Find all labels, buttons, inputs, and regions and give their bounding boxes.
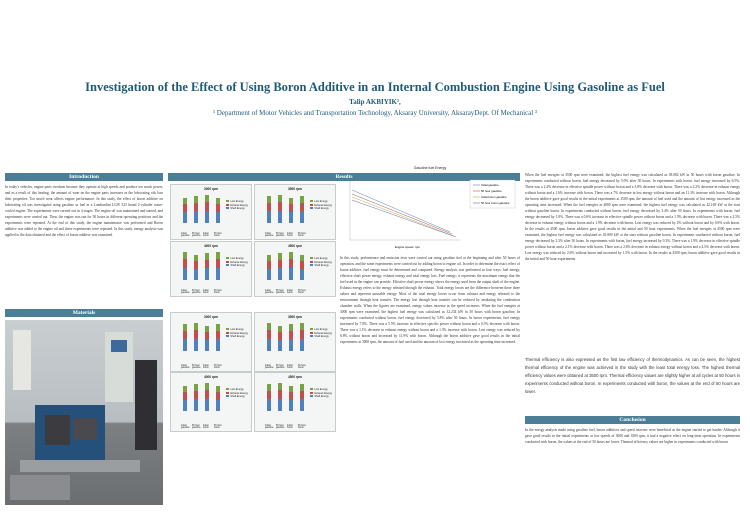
bar-segment bbox=[278, 332, 282, 340]
bar-segment bbox=[216, 252, 220, 259]
bar-segment bbox=[183, 204, 187, 212]
bar-segment bbox=[289, 331, 293, 340]
category-label: 50 hour boron bbox=[298, 425, 306, 429]
legend-label: Lost Energy bbox=[230, 200, 244, 203]
bar-segment bbox=[194, 391, 198, 400]
legend-label: Shaft Energy bbox=[230, 264, 245, 267]
bar-segment bbox=[216, 198, 220, 204]
bar-segment bbox=[183, 259, 187, 268]
panel-title: 3500 rpm bbox=[288, 187, 302, 191]
category-label: 50 hour boron bbox=[214, 365, 222, 369]
bar-segment bbox=[194, 330, 198, 339]
bar-segment bbox=[216, 339, 220, 351]
legend-swatch bbox=[226, 264, 229, 266]
panel-title: 4500 rpm bbox=[288, 244, 302, 248]
bar-segment bbox=[194, 323, 198, 330]
legend-label: Exhaust Energy bbox=[230, 203, 248, 207]
bar-segment bbox=[300, 330, 304, 339]
panel-title: 3000 rpm bbox=[204, 315, 218, 319]
category-label: Initial boron bbox=[287, 425, 293, 429]
category-label: Initial gasoline bbox=[181, 425, 190, 429]
panel-title: 4500 rpm bbox=[288, 375, 302, 379]
bar-segment bbox=[300, 211, 304, 223]
bar-segment bbox=[194, 339, 198, 351]
legend-swatch bbox=[226, 257, 229, 259]
bar-segment bbox=[278, 340, 282, 351]
category-label: 50 hour boron bbox=[214, 425, 222, 429]
category-label: 50 hour gasoline bbox=[192, 233, 201, 237]
bar-segment bbox=[205, 202, 209, 211]
legend-swatch bbox=[310, 204, 313, 206]
bar-segment bbox=[278, 383, 282, 390]
legend-label: Exhaust Energy bbox=[314, 203, 332, 207]
legend-label: Exhaust Energy bbox=[314, 331, 332, 335]
bar-segment bbox=[194, 211, 198, 223]
legend-swatch bbox=[226, 395, 229, 397]
legend-label: Lost Energy bbox=[314, 328, 328, 331]
bar-segment bbox=[267, 211, 271, 223]
energy-panel bbox=[254, 312, 336, 372]
bar-segment bbox=[205, 195, 209, 202]
bar-segment bbox=[278, 260, 282, 269]
panel-title: 4000 rpm bbox=[204, 244, 218, 248]
legend-label: Lost Energy bbox=[314, 257, 328, 260]
introduction-header: Introduction bbox=[5, 173, 163, 181]
bar-segment bbox=[216, 392, 220, 400]
bar-segment bbox=[216, 212, 220, 223]
bar-segment bbox=[194, 196, 198, 202]
legend-item bbox=[310, 335, 332, 339]
legend-label: Exhaust Energy bbox=[230, 391, 248, 395]
bar-segment bbox=[205, 326, 209, 332]
efficiency-chart-title: Gasoline fuel Energy bbox=[413, 166, 447, 170]
bar-segment bbox=[216, 331, 220, 340]
category-label: 50 hour gasoline bbox=[192, 425, 201, 429]
eff-legend-1: 50 hour gasoline bbox=[481, 189, 502, 193]
bar-segment bbox=[289, 198, 293, 204]
bar-segment bbox=[278, 253, 282, 259]
legend-swatch bbox=[310, 392, 313, 394]
eff-xlabel: Engine speed, rpm bbox=[395, 245, 421, 249]
bar-segment bbox=[194, 384, 198, 390]
bar-segment bbox=[300, 255, 304, 261]
energy-panel bbox=[170, 312, 252, 372]
legend-label: Shaft Energy bbox=[314, 207, 329, 210]
legend-label: Shaft Energy bbox=[230, 395, 245, 398]
legend-item bbox=[226, 207, 248, 211]
bar-segment bbox=[216, 204, 220, 212]
bar-segment bbox=[267, 391, 271, 400]
category-label: Initial gasoline bbox=[265, 425, 274, 429]
legend-label: Lost Energy bbox=[314, 388, 328, 391]
legend-label: Shaft Energy bbox=[230, 335, 245, 338]
category-label: 50 hour gasoline bbox=[192, 365, 201, 369]
eff-legend-0: Initial gasoline bbox=[481, 183, 499, 187]
category-label: Initial gasoline bbox=[265, 233, 274, 237]
panel-legend bbox=[226, 328, 248, 339]
legend-label: Shaft Energy bbox=[230, 207, 245, 210]
bar-segment bbox=[300, 203, 304, 212]
legend-item bbox=[226, 335, 248, 339]
legend-swatch bbox=[310, 395, 313, 397]
category-label: 50 hour gasoline bbox=[276, 290, 285, 294]
bar-segment bbox=[183, 392, 187, 400]
bar-segment bbox=[289, 259, 293, 268]
legend-swatch bbox=[310, 261, 313, 263]
bar-segment bbox=[289, 252, 293, 259]
category-label: Initial gasoline bbox=[181, 233, 190, 237]
category-label: Initial boron bbox=[287, 365, 293, 369]
bar-segment bbox=[267, 399, 271, 411]
legend-swatch bbox=[226, 328, 229, 330]
legend-swatch bbox=[226, 332, 229, 334]
bar-segment bbox=[205, 253, 209, 259]
bar-segment bbox=[289, 324, 293, 330]
category-label: Initial boron bbox=[287, 233, 293, 237]
eff-legend-2: Initial boron gasoline bbox=[481, 195, 507, 199]
bar-segment bbox=[183, 324, 187, 330]
panel-title: 4000 rpm bbox=[204, 375, 218, 379]
legend-swatch bbox=[226, 207, 229, 209]
bar-segment bbox=[205, 260, 209, 269]
legend-label: Exhaust Energy bbox=[314, 391, 332, 395]
bar-segment bbox=[300, 261, 304, 269]
category-label: Initial boron bbox=[203, 290, 209, 294]
eff-legend-3: 50 hour boron gasoline bbox=[481, 201, 510, 205]
legend-swatch bbox=[310, 335, 313, 337]
bar-segment bbox=[267, 323, 271, 330]
category-label: Initial gasoline bbox=[181, 365, 190, 369]
energy-panel bbox=[254, 372, 336, 432]
right-column-text: When the fuel energies at 3500 rpm were examined, the highest fuel energy was calculated as 38.082 kW in 50 hours with boron gasoline. In experiments conducted without boron, fuel energy decreased by 5.0% after 50 hours. In experiments with boron, fuel energy increased by 6.5%. There was a 2.4% decrease in effective spindle power without boron and a 3.8% decrease with boron. There was a 2.2% decrease in exhaust energy without boron and a 1.6% increase with boron. There was a 7% decrease in lost energy without boron and an 11.3% increase with boron. Although the boron additive gave good results in the initial experiments at 3500 rpm, the amount of fuel used and the amount of lost energy increased as the operating time increased. When the fuel energies at 4000 rpm were examined, the highest fuel energy was calculated as 42.169 kW at the start without gasoline boron. In experiments conducted without boron, fuel energy decreased by 3.4% after 50 hours. In experiments with boron, fuel energy decreased by 1.8%. There was a 0.6% increase in effective spindle power without boron and a 1.5% decrease with boron. There was a 2.5% decrease in exhaust energy without boron and a 1.9% decrease with boron. Lost energy was reduced by 2% without boron and by 0.6% with boron. In the results at 4500 rpm, boron additive gave good results in the initial and 50 hour experiments. When the fuel energies at 4500 rpm were examined, the highest fuel energy was calculated as 45.800 kW at the start without gasoline boron. In experiments conducted without boron, fuel energy decreased by 2.3% after 50 hours. In experiments with boron, fuel energy increased by 0.3%. There was a 1.9% decrease in effective spindle power without boron and a 2.1% decrease with boron. There was a 2.6% decrease in exhaust energy without boron and a 4.5% decrease with boron. Lost energy was reduced by 2.6% without boron and increased by 1.5% with boron. In the results at 4500 rpm, boron additive gave good results in the initial and 50 hour experiments. bbox=[525, 173, 740, 261]
thermal-efficiency-text: Thermal efficiency is also expressed as the first law efficiency of thermodynamics. As can be seen, the highest thermal efficiency of the engine was achieved in the study with the least total energy loss. The highest thermal efficiency values were obtained at 3500 rpm. Thermal efficiency values are slightly higher at all cycles at 50 hours in experiments conducted without boron. In experiments conducted with boron, the values at the end of 50 hours are lower. bbox=[525, 357, 740, 394]
affiliation: ¹ Department of Motor Vehicles and Transportation Technology, Aksaray University, AksarayDept. Of Mechanical ³ bbox=[212, 109, 538, 117]
legend-label: Lost Energy bbox=[230, 388, 244, 391]
panel-legend bbox=[226, 388, 248, 399]
bar-segment bbox=[267, 196, 271, 202]
bar-segment bbox=[216, 386, 220, 392]
bar-segment bbox=[278, 399, 282, 411]
engine-test-photo bbox=[5, 320, 163, 505]
bar-segment bbox=[278, 390, 282, 399]
category-label: Initial gasoline bbox=[265, 290, 274, 294]
bar-segment bbox=[289, 339, 293, 351]
bar-segment bbox=[300, 339, 304, 351]
bar-segment bbox=[278, 326, 282, 332]
bar-segment bbox=[183, 386, 187, 392]
bar-segment bbox=[183, 212, 187, 223]
bar-segment bbox=[205, 399, 209, 411]
panel-legend bbox=[310, 257, 332, 268]
legend-item bbox=[226, 264, 248, 268]
bar-segment bbox=[205, 383, 209, 390]
category-label: 50 hour boron bbox=[298, 233, 306, 237]
bar-segment bbox=[289, 204, 293, 212]
engine-photo-illustration bbox=[5, 320, 163, 505]
category-label: Initial boron bbox=[287, 290, 293, 294]
category-label: Initial gasoline bbox=[181, 290, 190, 294]
category-label: 50 hour gasoline bbox=[276, 425, 285, 429]
bar-segment bbox=[216, 268, 220, 280]
legend-label: Exhaust Energy bbox=[230, 260, 248, 264]
legend-item bbox=[310, 207, 332, 211]
panel-title: 3000 rpm bbox=[204, 187, 218, 191]
bar-segment bbox=[205, 268, 209, 280]
legend-item bbox=[226, 395, 248, 399]
category-label: 50 hour boron bbox=[214, 233, 222, 237]
bar-segment bbox=[300, 323, 304, 330]
bar-segment bbox=[300, 399, 304, 411]
conclusion-text: In the energy analysis made using gasoline fuel, boron additives and speed increase were beneficial as the engine started to get harder. Although it gave good results in the initial experiments at low speeds of 3000 and 3500 rpm, it had a negative effect on long-term operation. In experiments conducted with boron, the values at the end of 50 hours are lower. Thermal efficiency values are higher in experiments conducted with boron bbox=[525, 428, 740, 444]
category-label: Initial boron bbox=[203, 365, 209, 369]
legend-swatch bbox=[310, 328, 313, 330]
category-label: Initial gasoline bbox=[265, 365, 274, 369]
bar-segment bbox=[205, 390, 209, 399]
category-label: Initial boron bbox=[203, 233, 209, 237]
legend-swatch bbox=[226, 204, 229, 206]
bar-segment bbox=[183, 331, 187, 340]
energy-panel bbox=[170, 184, 252, 240]
author: Talip AKBIYIK¹, bbox=[349, 98, 401, 106]
bar-segment bbox=[194, 261, 198, 269]
legend-swatch bbox=[310, 264, 313, 266]
efficiency-chart bbox=[340, 170, 520, 250]
panel-legend bbox=[310, 200, 332, 211]
bar-segment bbox=[183, 198, 187, 204]
bar-segment bbox=[267, 269, 271, 280]
category-label: 50 hour gasoline bbox=[276, 365, 285, 369]
legend-label: Exhaust Energy bbox=[230, 331, 248, 335]
panel-title: 3500 rpm bbox=[288, 315, 302, 319]
conclusion-header: Conclusion bbox=[525, 416, 740, 424]
energy-panel bbox=[254, 184, 336, 240]
poster-title: Investigation of the Effect of Using Boron Additive in an Internal Combustion Engine Using Gasoline as Fuel bbox=[85, 80, 665, 94]
bar-segment bbox=[216, 324, 220, 330]
bar-segment bbox=[216, 400, 220, 411]
bar-segment bbox=[194, 203, 198, 212]
legend-label: Exhaust Energy bbox=[314, 260, 332, 264]
legend-swatch bbox=[310, 200, 313, 202]
bar-segment bbox=[278, 211, 282, 223]
bar-segment bbox=[267, 255, 271, 261]
legend-item bbox=[310, 395, 332, 399]
bar-segment bbox=[205, 340, 209, 351]
legend-swatch bbox=[226, 261, 229, 263]
bar-segment bbox=[183, 339, 187, 351]
introduction-text: In today's vehicles, engine parts overheat because they operate at high speeds and produce too much power, and as a result of this heating, the amount of wear on the engine parts increases as the lubricating oils lose their properties. Too much wear affects engine performance. In this study, the effect of boron additive on lubricating oil was investigated using gasoline as fuel in a Lombardini LGW 523 brand 2-cylinder water-cooled engine. The experiments were carried out in 4 stages. The engine oil was maintained and started, and experiments were carried out. Then, the engine was run for 50 hours in different operating positions and the experiments were repeated. At the end of this study, the engine maintenance was performed and Boron additive was added to the engine oil and these experiments were repeated. In this study, energy analysis was applied to the data obtained and the effect of boron additive was examined. bbox=[5, 185, 163, 237]
bar-segment bbox=[267, 330, 271, 339]
legend-label: Lost Energy bbox=[230, 257, 244, 260]
bar-segment bbox=[194, 255, 198, 261]
category-label: 50 hour boron bbox=[214, 290, 222, 294]
bar-segment bbox=[300, 384, 304, 390]
legend-swatch bbox=[310, 388, 313, 390]
bar-segment bbox=[278, 202, 282, 211]
bar-segment bbox=[183, 268, 187, 280]
legend-label: Shaft Energy bbox=[314, 395, 329, 398]
bar-segment bbox=[267, 384, 271, 390]
energy-panel bbox=[170, 241, 252, 297]
legend-swatch bbox=[310, 207, 313, 209]
category-label: 50 hour gasoline bbox=[192, 290, 201, 294]
bar-segment bbox=[300, 391, 304, 400]
panel-legend bbox=[310, 328, 332, 339]
legend-label: Lost Energy bbox=[314, 200, 328, 203]
bar-segment bbox=[194, 399, 198, 411]
bar-segment bbox=[289, 386, 293, 392]
materials-header: Materials bbox=[5, 309, 163, 317]
legend-swatch bbox=[226, 335, 229, 337]
bar-segment bbox=[183, 252, 187, 259]
bar-segment bbox=[216, 259, 220, 268]
panel-legend bbox=[310, 388, 332, 399]
legend-swatch bbox=[226, 200, 229, 202]
category-label: 50 hour boron bbox=[298, 365, 306, 369]
bar-segment bbox=[289, 268, 293, 280]
legend-swatch bbox=[226, 388, 229, 390]
bar-segment bbox=[267, 261, 271, 269]
results-header: Results bbox=[168, 173, 520, 181]
results-text: In this study, performance and emission tests were carried out using gasoline fuel at the beginning and after 50 hours of operation, and the same experiments were carried out by adding boron to engine oil. In order to determine the exact effect of boron additive, fuel energy must be determined and compared. Energy analysis was performed in four ways: fuel energy, effective shaft power energy, exhaust energy and total energy loss. Fuel energy; it represents the maximum energy that the fuel used in the engine can provide. Effective shaft power energy shows the energy used from the output shaft of the engine. Exhaust energy refers to the energy released through the exhaust. Total energy losses are the difference between these three values and represent unusable energy. Most of the total energy losses occur from exhaust and energy released to the environment through heat transfer. The energy lost through heat transfer can be reduced by insulating the combustion chamber walls. When the figures are examined, energy values increase as the speed increases. When the fuel energies at 3000 rpm were examined, the highest fuel energy was calculated as 32.234 kW in 50 hours with boron gasoline. In experiments conducted without boron, fuel energy decreased by 5.8% after 50 hours. In boron experiments, fuel energy increased by 7.8%. There was a 5.5% increase in effective specific power without boron and a 0.5% decrease with boron. There was a 1.1% decrease in exhaust energy without boron and a 1.3% increase with boron. Lost energy was reduced by 6.8% without boron and increased by 11.9% with boron. Although the boron additive gave good results in the initial experiments at 3000 rpm, the amount of fuel used and the amount of lost energy increased as the operating time increased. bbox=[340, 256, 520, 344]
bar-segment bbox=[289, 400, 293, 411]
legend-swatch bbox=[310, 257, 313, 259]
legend-swatch bbox=[226, 392, 229, 394]
bar-segment bbox=[278, 268, 282, 280]
category-label: 50 hour boron bbox=[298, 290, 306, 294]
bar-segment bbox=[289, 212, 293, 223]
legend-label: Shaft Energy bbox=[314, 335, 329, 338]
bar-segment bbox=[205, 332, 209, 340]
bar-segment bbox=[183, 400, 187, 411]
energy-panel bbox=[254, 241, 336, 297]
bar-segment bbox=[194, 269, 198, 280]
bar-segment bbox=[205, 211, 209, 223]
panel-legend bbox=[226, 257, 248, 268]
bar-segment bbox=[267, 203, 271, 212]
panel-legend bbox=[226, 200, 248, 211]
legend-swatch bbox=[310, 332, 313, 334]
bar-segment bbox=[300, 269, 304, 280]
bar-segment bbox=[300, 196, 304, 202]
energy-panel bbox=[170, 372, 252, 432]
category-label: Initial boron bbox=[203, 425, 209, 429]
bar-segment bbox=[278, 195, 282, 202]
legend-item bbox=[310, 264, 332, 268]
legend-label: Shaft Energy bbox=[314, 264, 329, 267]
bar-segment bbox=[267, 339, 271, 351]
category-label: 50 hour gasoline bbox=[276, 233, 285, 237]
bar-segment bbox=[289, 392, 293, 400]
legend-label: Lost Energy bbox=[230, 328, 244, 331]
